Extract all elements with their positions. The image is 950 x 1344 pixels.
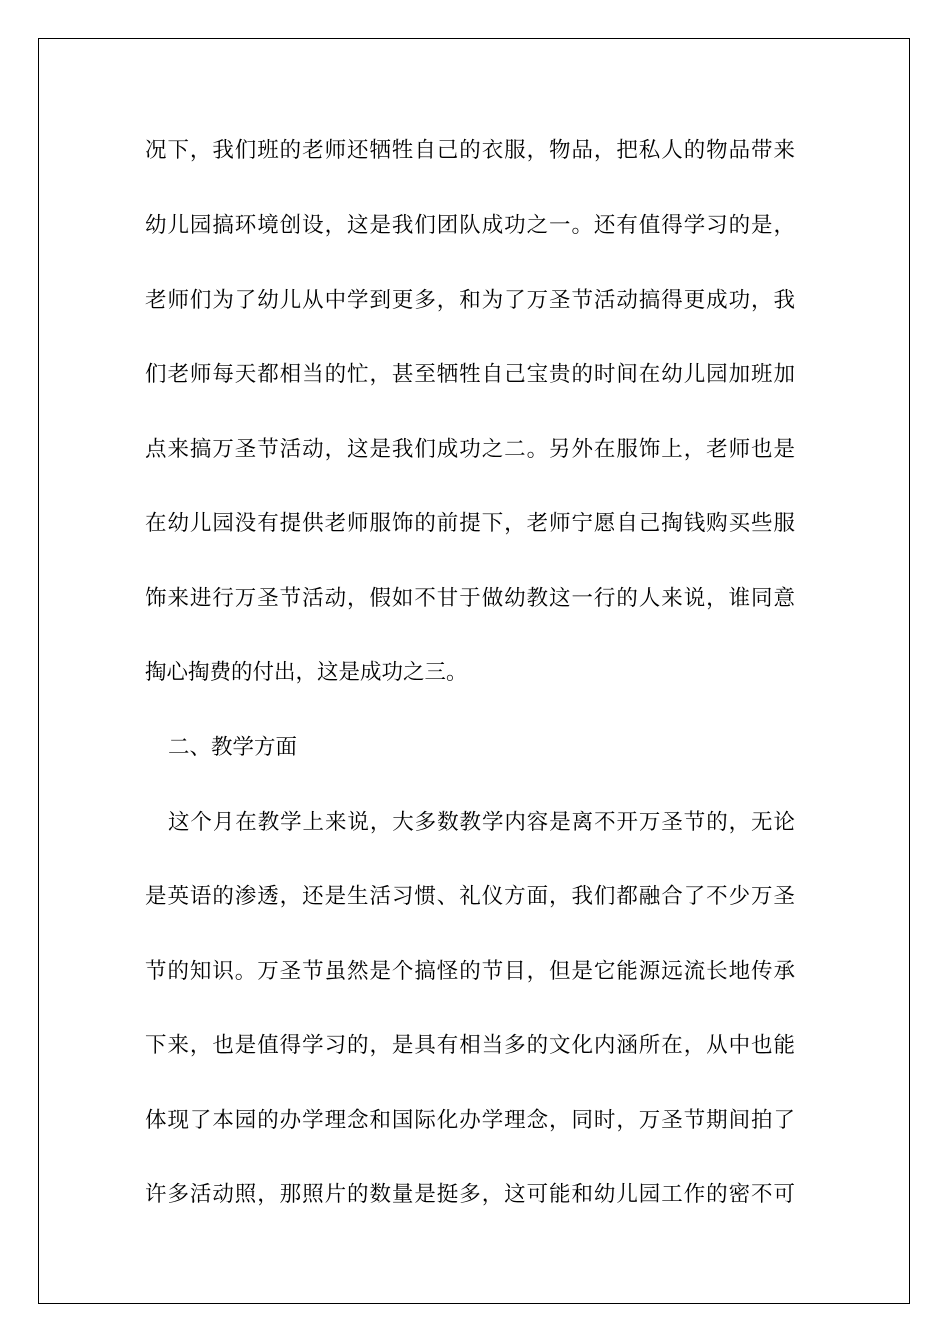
text-line: 体现了本园的办学理念和国际化办学理念，同时，万圣节期间拍了 xyxy=(145,1108,795,1133)
text-line: 是英语的渗透，还是生活习惯、礼仪方面，我们都融合了不少万圣 xyxy=(145,884,795,909)
text-line: 掏心掏费的付出，这是成功之三。 xyxy=(145,660,468,685)
text-line: 在幼儿园没有提供老师服饰的前提下，老师宁愿自己掏钱购买些服 xyxy=(145,511,795,536)
text-line: 这个月在教学上来说，大多数教学内容是离不开万圣节的，无论 xyxy=(168,810,795,835)
text-line: 幼儿园搞环境创设，这是我们团队成功之一。还有值得学习的是， xyxy=(145,213,795,238)
text-line: 点来搞万圣节活动，这是我们成功之二。另外在服饰上，老师也是 xyxy=(145,437,795,462)
section-heading: 二、教学方面 xyxy=(168,735,298,760)
text-line: 节的知识。万圣节虽然是个搞怪的节目，但是它能源远流长地传承 xyxy=(145,959,795,984)
text-line: 况下，我们班的老师还牺牲自己的衣服，物品，把私人的物品带来 xyxy=(145,138,795,163)
text-line: 们老师每天都相当的忙，甚至牺牲自己宝贵的时间在幼儿园加班加 xyxy=(145,362,795,387)
text-line: 老师们为了幼儿从中学到更多，和为了万圣节活动搞得更成功，我 xyxy=(145,288,795,313)
text-line: 饰来进行万圣节活动，假如不甘于做幼教这一行的人来说，谁同意 xyxy=(145,586,795,611)
text-line: 许多活动照，那照片的数量是挺多，这可能和幼儿园工作的密不可 xyxy=(145,1182,795,1207)
text-line: 下来，也是值得学习的，是具有相当多的文化内涵所在，从中也能 xyxy=(145,1033,795,1058)
